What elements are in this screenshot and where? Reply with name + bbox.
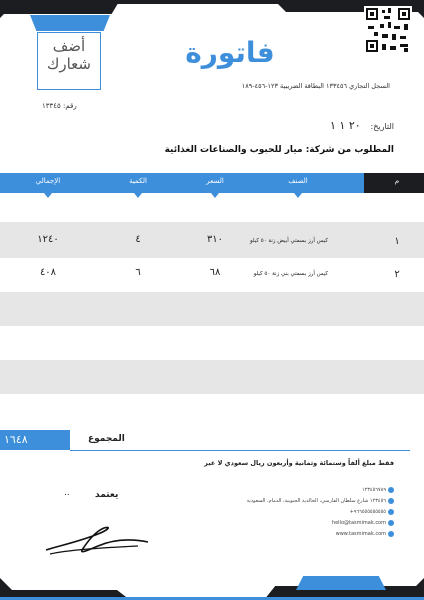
table-row (0, 326, 424, 360)
top-accent-left (30, 15, 110, 31)
invoice-title: فاتورة (185, 36, 275, 69)
row-total: ٤٠٨ (39, 267, 57, 278)
row-qty: ٦ (135, 267, 141, 278)
table-row (0, 360, 424, 394)
globe-icon (388, 531, 394, 537)
row-price: ٦٨ (209, 267, 221, 278)
email-icon (388, 520, 394, 526)
contact-address: ١٢٣٤٥٦ شارع سلطان الفارسي، الخالدية الجنوبية، الدمام، السعودية (246, 498, 386, 504)
col-header-item: الصنف (288, 177, 308, 185)
invoice-number: رقم: ١٣٣٤٥ (42, 102, 77, 110)
approve-dots: .. (64, 488, 70, 498)
row-total: ١٢٤٠ (37, 234, 59, 245)
date-value: ٢٠ ١ ١ (330, 119, 361, 132)
col-header-total: الإجمالي (35, 177, 61, 185)
total-label: المجموع (88, 434, 125, 444)
phone-icon (388, 487, 394, 493)
registration-info: السجل التجاري ١٣٣٤٥٦ البطاقة الضريبية ١٢٣-٤٥٦-١٨٩ (241, 82, 390, 90)
row-item: كيس أرز بسمتي بني زنة ٥٠ كيلو (253, 271, 328, 277)
logo-line-2: شعارك (47, 55, 91, 73)
approve-label: يعتمد (95, 490, 119, 500)
contact-website: www.tasmimak.com (335, 531, 386, 537)
logo-line-1: أضف (52, 37, 86, 55)
contact-mobile: +٩٦٦٥٥٥٥٥٥٥٥٥ (349, 509, 386, 515)
row-price: ٣١٠ (206, 234, 224, 245)
mobile-icon (388, 509, 394, 515)
row-item: كيس أرز بسمتي أبيض زنة ٥٠ كيلو (250, 238, 328, 244)
table-row (0, 292, 424, 326)
contact-phone: ١٢٣٤٥٦٧٨٩ (361, 487, 386, 493)
row-index: ٢ (394, 269, 400, 280)
logo-placeholder (37, 32, 101, 90)
top-accent-left-dark (0, 0, 120, 14)
total-value: ١٦٤٨ (0, 430, 70, 450)
location-icon (388, 498, 394, 504)
signature-image (38, 520, 158, 560)
col-header-price: السعر (206, 177, 224, 185)
row-index: ١ (394, 236, 400, 247)
amount-in-words: فقط مبلغ ألفاً وستمائة وثمانية وأربعون ريال سعودي لا غير (204, 459, 394, 467)
contact-email: hello@tasmimak.com (331, 520, 386, 526)
total-underline (70, 450, 410, 451)
table-row (0, 394, 424, 428)
bottom-accent-right (296, 576, 386, 590)
row-qty: ٤ (135, 234, 141, 245)
requested-from: المطلوب من شركة: ميار للحبوب والصناعات الغذائية (164, 145, 394, 155)
qr-code (364, 6, 412, 54)
date-label: التاريخ: (370, 122, 394, 131)
col-header-qty: الكمية (129, 177, 147, 185)
col-header-index: م (394, 177, 400, 185)
